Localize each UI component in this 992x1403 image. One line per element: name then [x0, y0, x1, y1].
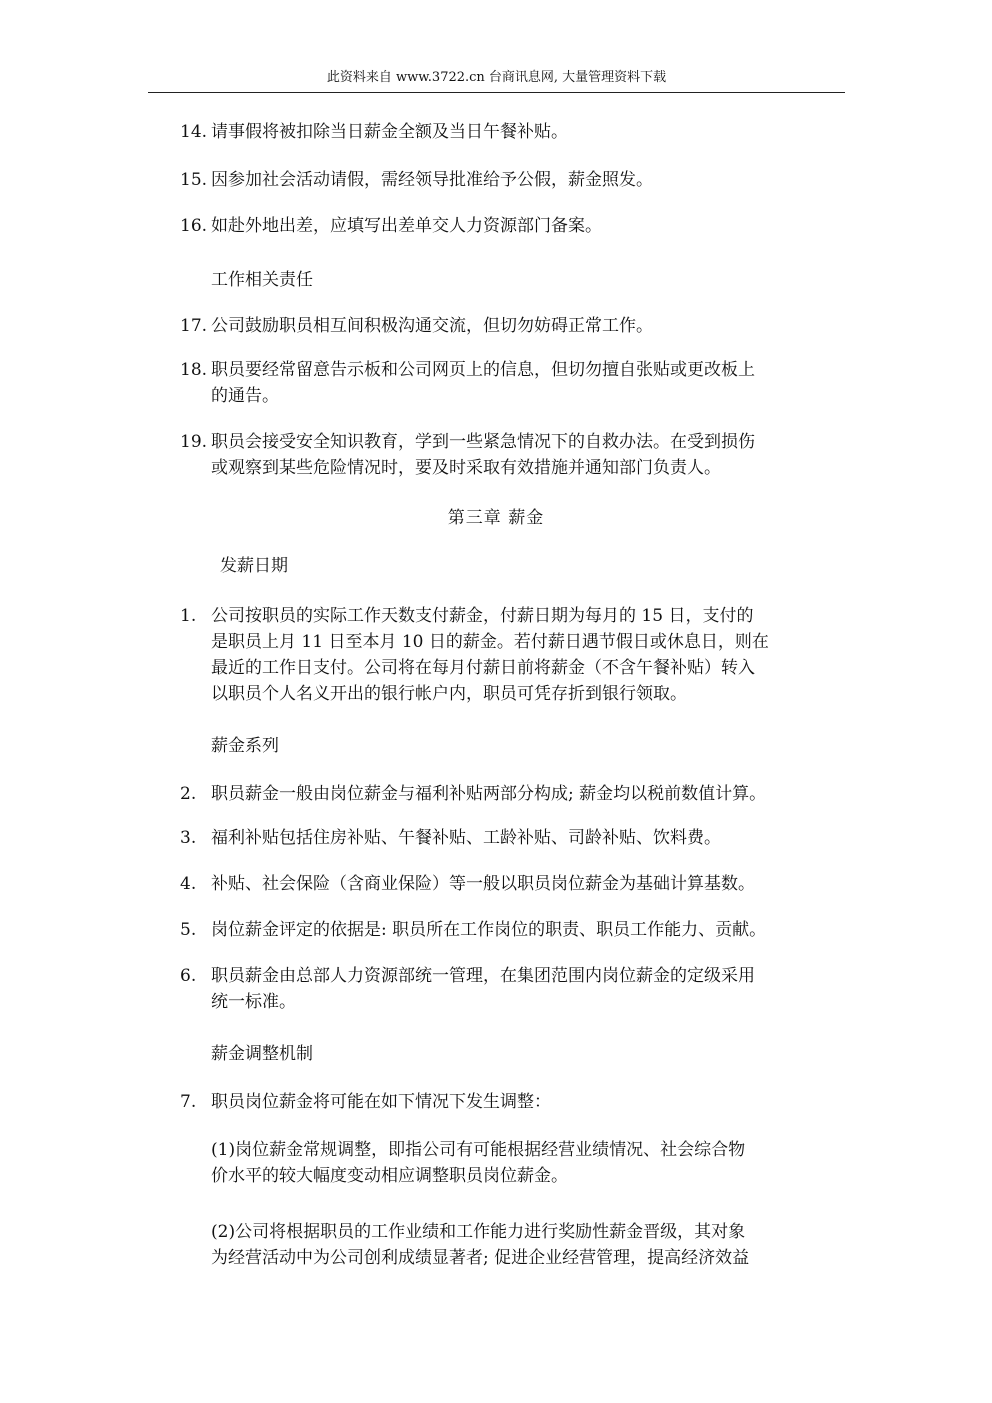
item-number: 16.: [180, 216, 208, 236]
item-text: 统一标准。: [211, 992, 296, 1012]
item-text: 福利补贴包括住房补贴、午餐补贴、工龄补贴、司龄补贴、饮料费。: [211, 828, 721, 848]
item-text: 岗位薪金评定的依据是: 职员所在工作岗位的职责、职员工作能力、贡献。: [211, 920, 767, 940]
item-text: 职员要经常留意告示板和公司网页上的信息，但切勿擅自张贴或更改板上: [211, 360, 755, 380]
page-header: 此资料来自 www.3722.cn 台商讯息网, 大量管理资料下载: [148, 68, 845, 93]
item-text: 补贴、社会保险（含商业保险）等一般以职员岗位薪金为基础计算基数。: [211, 874, 755, 894]
sub-item-text: 为经营活动中为公司创利成绩显著者; 促进企业经营管理，提高经济效益: [211, 1248, 750, 1268]
item-text: 如赴外地出差，应填写出差单交人力资源部门备案。: [211, 216, 602, 236]
item-number: 15.: [180, 170, 208, 190]
item-number: 14.: [180, 122, 208, 142]
item-text: 是职员上月 11 日至本月 10 日的薪金。若付薪日遇节假日或休息日，则在: [211, 632, 769, 652]
section-heading-work: 工作相关责任: [211, 270, 313, 290]
item-text: 请事假将被扣除当日薪金全额及当日午餐补贴。: [211, 122, 568, 142]
item-number: 19.: [180, 432, 208, 452]
item-text: 职员薪金一般由岗位薪金与福利补贴两部分构成; 薪金均以税前数值计算。: [211, 784, 767, 804]
sub-item-text: (1)岗位薪金常规调整，即指公司有可能根据经营业绩情况、社会综合物: [211, 1140, 746, 1160]
item-text: 或观察到某些危险情况时，要及时采取有效措施并通知部门负责人。: [211, 458, 721, 478]
item-text: 最近的工作日支付。公司将在每月付薪日前将薪金（不含午餐补贴）转入: [211, 658, 755, 678]
item-number: 18.: [180, 360, 208, 380]
item-number: 2.: [180, 784, 197, 804]
item-number: 17.: [180, 316, 208, 336]
item-text: 职员薪金由总部人力资源部统一管理，在集团范围内岗位薪金的定级采用: [211, 966, 755, 986]
chapter-title: 第三章 薪金: [447, 508, 545, 528]
item-text: 以职员个人名义开出的银行帐户内，职员可凭存折到银行领取。: [211, 684, 687, 704]
item-text: 因参加社会活动请假，需经领导批准给予公假，薪金照发。: [211, 170, 653, 190]
item-text: 职员会接受安全知识教育，学到一些紧急情况下的自救办法。在受到损伤: [211, 432, 755, 452]
item-number: 5.: [180, 920, 197, 940]
item-text: 职员岗位薪金将可能在如下情况下发生调整：: [211, 1092, 551, 1112]
item-text: 公司按职员的实际工作天数支付薪金，付薪日期为每月的 15 日，支付的: [211, 606, 754, 626]
item-number: 7.: [180, 1092, 197, 1112]
item-number: 4.: [180, 874, 197, 894]
item-number: 1.: [180, 606, 197, 626]
item-number: 3.: [180, 828, 197, 848]
sub-item-text: 价水平的较大幅度变动相应调整职员岗位薪金。: [211, 1166, 568, 1186]
item-number: 6.: [180, 966, 197, 986]
sub-item-text: (2)公司将根据职员的工作业绩和工作能力进行奖励性薪金晋级，其对象: [211, 1222, 746, 1242]
section-heading-series: 薪金系列: [211, 736, 279, 756]
item-text: 公司鼓励职员相互间积极沟通交流，但切勿妨碍正常工作。: [211, 316, 653, 336]
section-heading-adjust: 薪金调整机制: [211, 1044, 313, 1064]
section-heading-payday: 发薪日期: [220, 556, 288, 576]
item-text: 的通告。: [211, 386, 279, 406]
